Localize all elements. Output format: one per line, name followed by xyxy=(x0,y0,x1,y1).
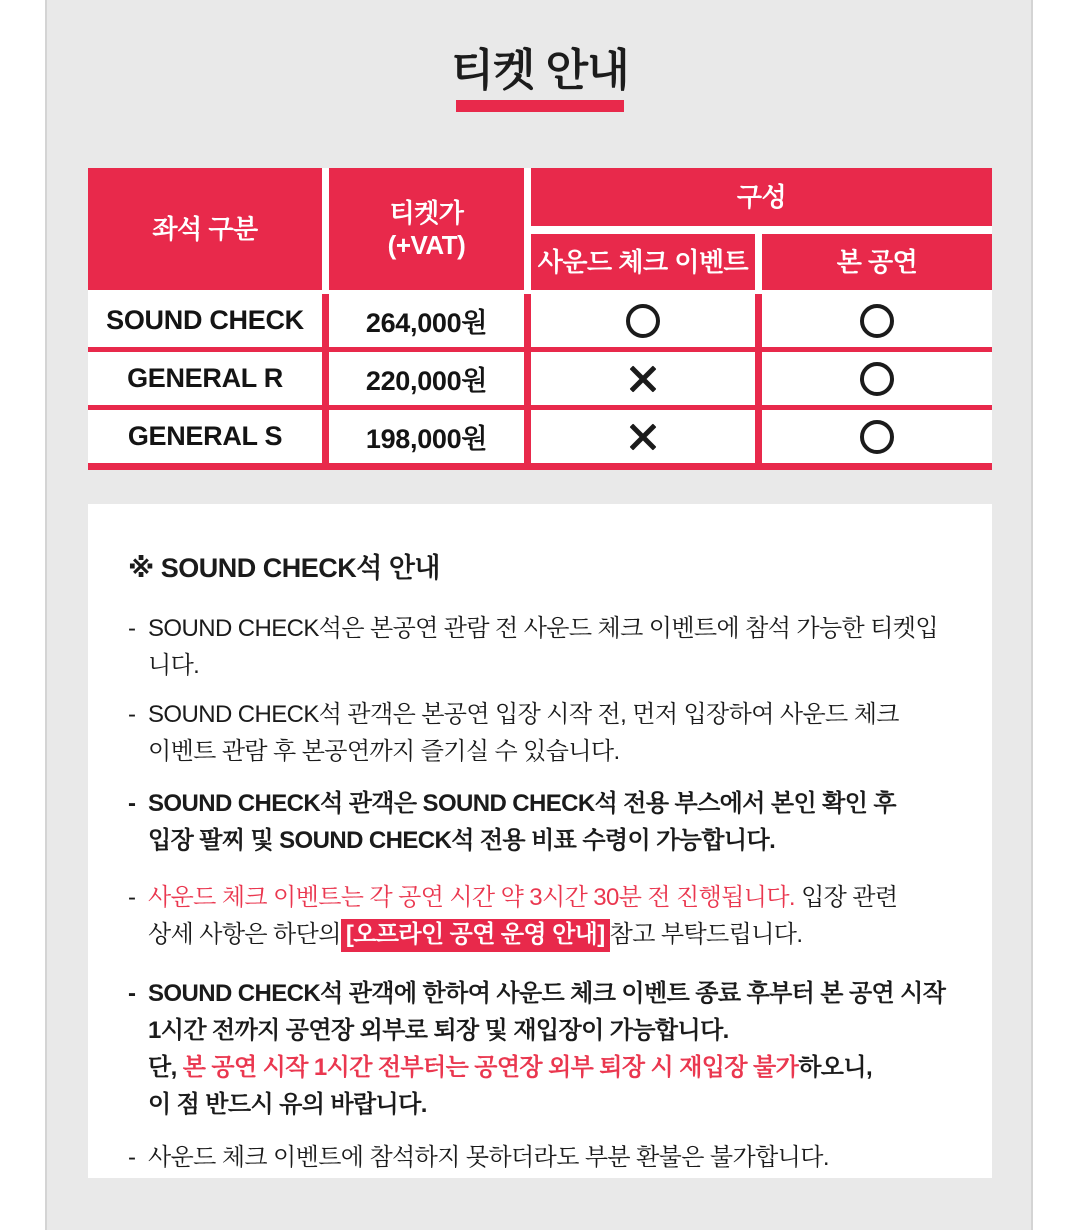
bullet-text: SOUND CHECK석은 본공연 관람 전 사운드 체크 이벤트에 참석 가능한 티켓입니다. xyxy=(148,615,938,679)
bullet-line: SOUND CHECK석 관객은 본공연 입장 시작 전, 먼저 입장하여 사운드 체크 xyxy=(148,701,899,728)
bullet-text xyxy=(148,785,954,859)
bullet-line: 입장 팔찌 및 SOUND CHECK석 전용 비표 수령이 가능합니다. xyxy=(148,827,776,854)
bullet-line: 단, xyxy=(148,1054,183,1081)
offline-show-guide-label: [오프라인 공연 운영 안내] xyxy=(341,919,610,952)
availability-mark xyxy=(860,304,894,338)
header-main-show: 본 공연 xyxy=(762,234,992,290)
event-time-notice: 사운드 체크 이벤트는 각 공연 시간 약 3시간 30분 전 진행됩니다. xyxy=(148,884,796,911)
header-composition: 구성 xyxy=(531,168,992,226)
bullet-line: 하오니, xyxy=(798,1054,873,1081)
price-cell: 264,000원 xyxy=(329,294,524,347)
info-bullet-5 xyxy=(128,975,954,1123)
bullet-dash: - xyxy=(128,980,136,1007)
availability-mark xyxy=(860,362,894,396)
bullet-line: 상세 사항은 하단의 xyxy=(148,921,341,948)
bullet-line: 1시간 전까지 공연장 외부로 퇴장 및 재입장이 가능합니다. xyxy=(148,1017,729,1044)
soundcheck-info-box xyxy=(88,504,992,1178)
info-bullet-4 xyxy=(128,879,954,953)
bullet-line: SOUND CHECK석 관객에 한하여 사운드 체크 이벤트 종료 후부터 본 공연 시작 xyxy=(148,980,946,1007)
bullet-line: 이 점 반드시 유의 바랍니다. xyxy=(148,1091,427,1118)
header-soundcheck-event: 사운드 체크 이벤트 xyxy=(531,234,755,290)
availability-mark xyxy=(627,421,659,453)
bullet-line: 참고 부탁드립니다. xyxy=(609,921,803,948)
soundcheck-mark-cell xyxy=(531,410,755,463)
mainshow-mark-cell xyxy=(762,410,992,463)
seat-name-cell: GENERAL R xyxy=(88,352,322,405)
price-cell: 220,000원 xyxy=(329,352,524,405)
bullet-text xyxy=(148,696,954,770)
table-body xyxy=(88,290,992,470)
mainshow-mark-cell xyxy=(762,294,992,347)
price-cell: 198,000원 xyxy=(329,410,524,463)
seat-name-cell: GENERAL S xyxy=(88,410,322,463)
header-ticket-price xyxy=(329,168,524,290)
soundcheck-mark-cell xyxy=(531,294,755,347)
availability-mark xyxy=(626,304,660,338)
header-ticket-price-line1: 티켓가 xyxy=(389,198,464,228)
title-underline xyxy=(456,100,624,112)
bullet-line: 이벤트 관람 후 본공연까지 즐기실 수 있습니다. xyxy=(148,738,620,765)
info-bullet-3 xyxy=(128,785,954,859)
page-title: 티켓 안내 xyxy=(451,46,629,95)
bullet-dash: - xyxy=(128,1144,136,1171)
info-bullet-6 xyxy=(128,1139,954,1176)
info-bullet-2 xyxy=(128,696,954,770)
soundcheck-mark-cell xyxy=(531,352,755,405)
seat-name-cell: SOUND CHECK xyxy=(88,294,322,347)
reentry-warning: 본 공연 시작 1시간 전부터는 공연장 외부 퇴장 시 재입장 불가 xyxy=(182,1054,799,1081)
table-header xyxy=(88,168,992,290)
bullet-text xyxy=(148,879,954,953)
bullet-dash: - xyxy=(128,701,136,728)
bullet-dash: - xyxy=(128,884,136,911)
availability-mark xyxy=(627,363,659,395)
bullet-text: 사운드 체크 이벤트에 참석하지 못하더라도 부분 환불은 불가합니다. xyxy=(148,1144,829,1171)
header-seat-category: 좌석 구분 xyxy=(88,168,322,290)
bullet-text xyxy=(148,975,954,1123)
bullet-line: SOUND CHECK석 관객은 SOUND CHECK석 전용 부스에서 본인 확인 후 xyxy=(148,790,896,817)
availability-mark xyxy=(860,420,894,454)
ticket-price-table xyxy=(88,168,992,470)
info-bullet-1 xyxy=(128,610,954,684)
info-heading: ※ SOUND CHECK석 안내 xyxy=(128,553,441,583)
bullet-line: 입장 관련 xyxy=(795,884,898,911)
bullet-dash: - xyxy=(128,615,136,642)
mainshow-mark-cell xyxy=(762,352,992,405)
header-ticket-price-line2: (+VAT) xyxy=(387,230,466,260)
bullet-dash: - xyxy=(128,790,136,817)
